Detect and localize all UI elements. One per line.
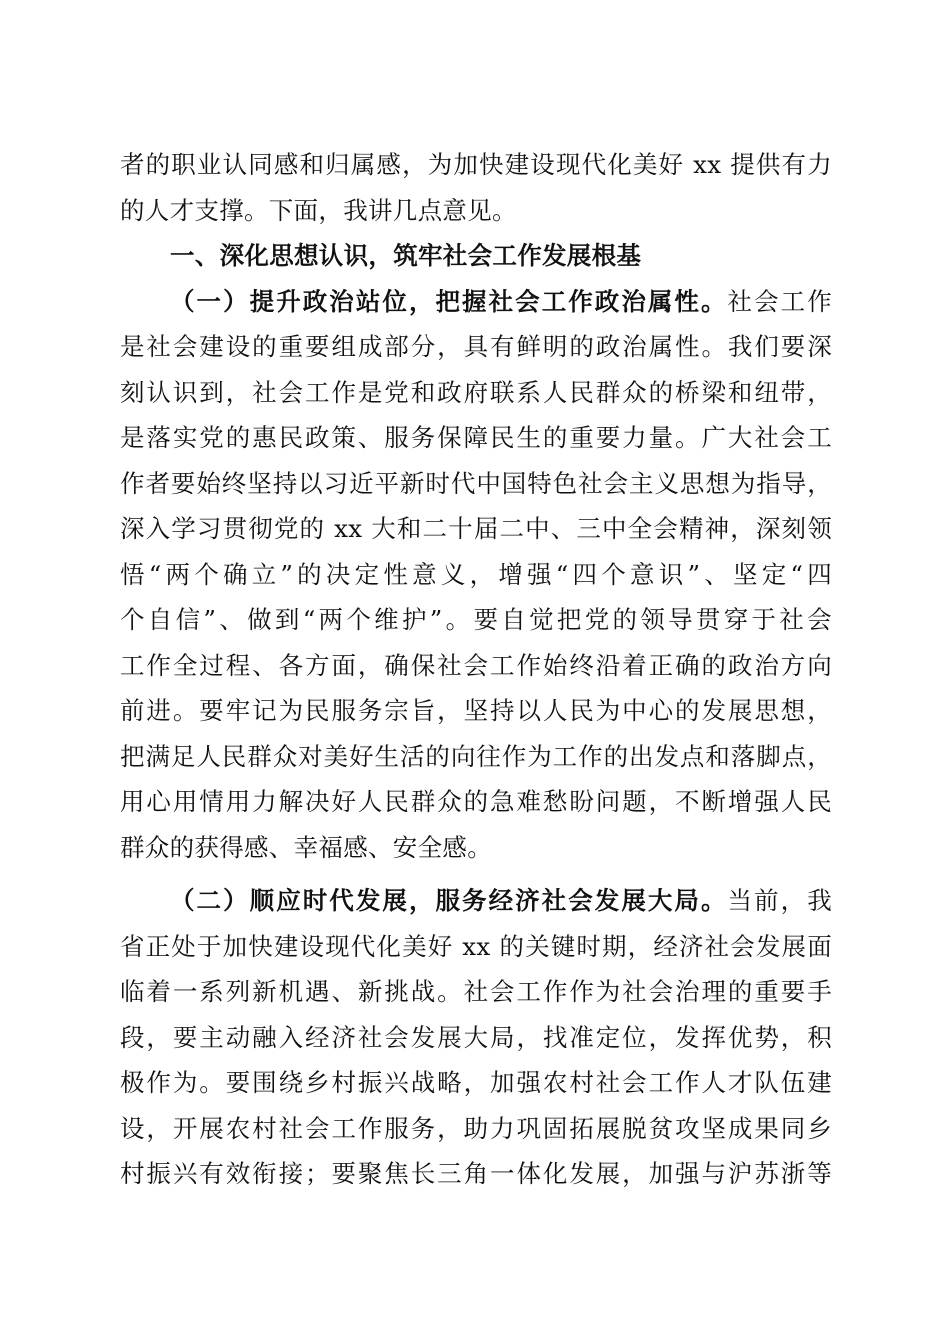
para2-line: 段，要主动融入经济社会发展大局，找准定位，发挥优势，积	[120, 1022, 832, 1052]
para1-line: 作者要始终坚持以习近平新时代中国特色社会主义思想为指导，	[120, 468, 832, 498]
document-page	[120, 142, 832, 1197]
para1-line: 是社会建设的重要组成部分，具有鲜明的政治属性。我们要深	[120, 332, 832, 361]
para1-line: 悟“两个确立”的决定性意义，增强“四个意识”、坚定“四	[120, 559, 832, 589]
para1-line: 个自信”、做到“两个维护”。要自觉把党的领导贯穿于社会	[120, 605, 832, 634]
para2-line: 省正处于加快建设现代化美好 xx 的关键时期，经济社会发展面	[120, 931, 832, 961]
para1-line: 把满足人民群众对美好生活的向往作为工作的出发点和落脚点，	[120, 741, 832, 771]
para1-first-line	[120, 279, 832, 325]
para2-subtitle: （二）顺应时代发展，服务经济社会发展大局。	[170, 886, 728, 915]
para1-subtitle: （一）提升政治站位，把握社会工作政治属性。	[170, 286, 728, 316]
para2-line: 村振兴有效衔接；要聚焦长三角一体化发展，加强与沪苏浙等	[120, 1159, 832, 1188]
para2-first-line	[120, 878, 832, 924]
para1-line: 刻认识到，社会工作是党和政府联系人民群众的桥梁和纽带，	[120, 377, 832, 407]
para2-line: 设，开展农村社会工作服务，助力巩固拓展脱贫攻坚成果同乡	[120, 1113, 832, 1143]
para1-line: 用心用情用力解决好人民群众的急难愁盼问题，不断增强人民	[120, 787, 832, 816]
para2-first-line-rest: 当前，我	[727, 886, 832, 915]
para1-line: 工作全过程、各方面，确保社会工作始终沿着正确的政治方向	[120, 650, 832, 680]
para1-first-line-rest: 社会工作	[727, 286, 832, 316]
para2-line: 临着一系列新机遇、新挑战。社会工作作为社会治理的重要手	[120, 977, 832, 1006]
section-heading: 一、深化思想认识，筑牢社会工作发展根基	[170, 241, 642, 270]
para1-line: 深入学习贯彻党的 xx 大和二十届二中、三中全会精神，深刻领	[120, 514, 832, 543]
intro-line-2: 的人才支撑。下面，我讲几点意见。	[120, 195, 517, 225]
para1-line: 群众的获得感、幸福感、安全感。	[120, 832, 492, 862]
intro-line-1: 者的职业认同感和归属感，为加快建设现代化美好 xx 提供有力	[120, 150, 832, 179]
para2-line: 极作为。要围绕乡村振兴战略，加强农村社会工作人才队伍建	[120, 1068, 832, 1097]
para1-line: 前进。要牢记为民服务宗旨，坚持以人民为中心的发展思想，	[120, 696, 832, 725]
para1-line: 是落实党的惠民政策、服务保障民生的重要力量。广大社会工	[120, 423, 832, 452]
paragraph-gap	[120, 870, 832, 878]
